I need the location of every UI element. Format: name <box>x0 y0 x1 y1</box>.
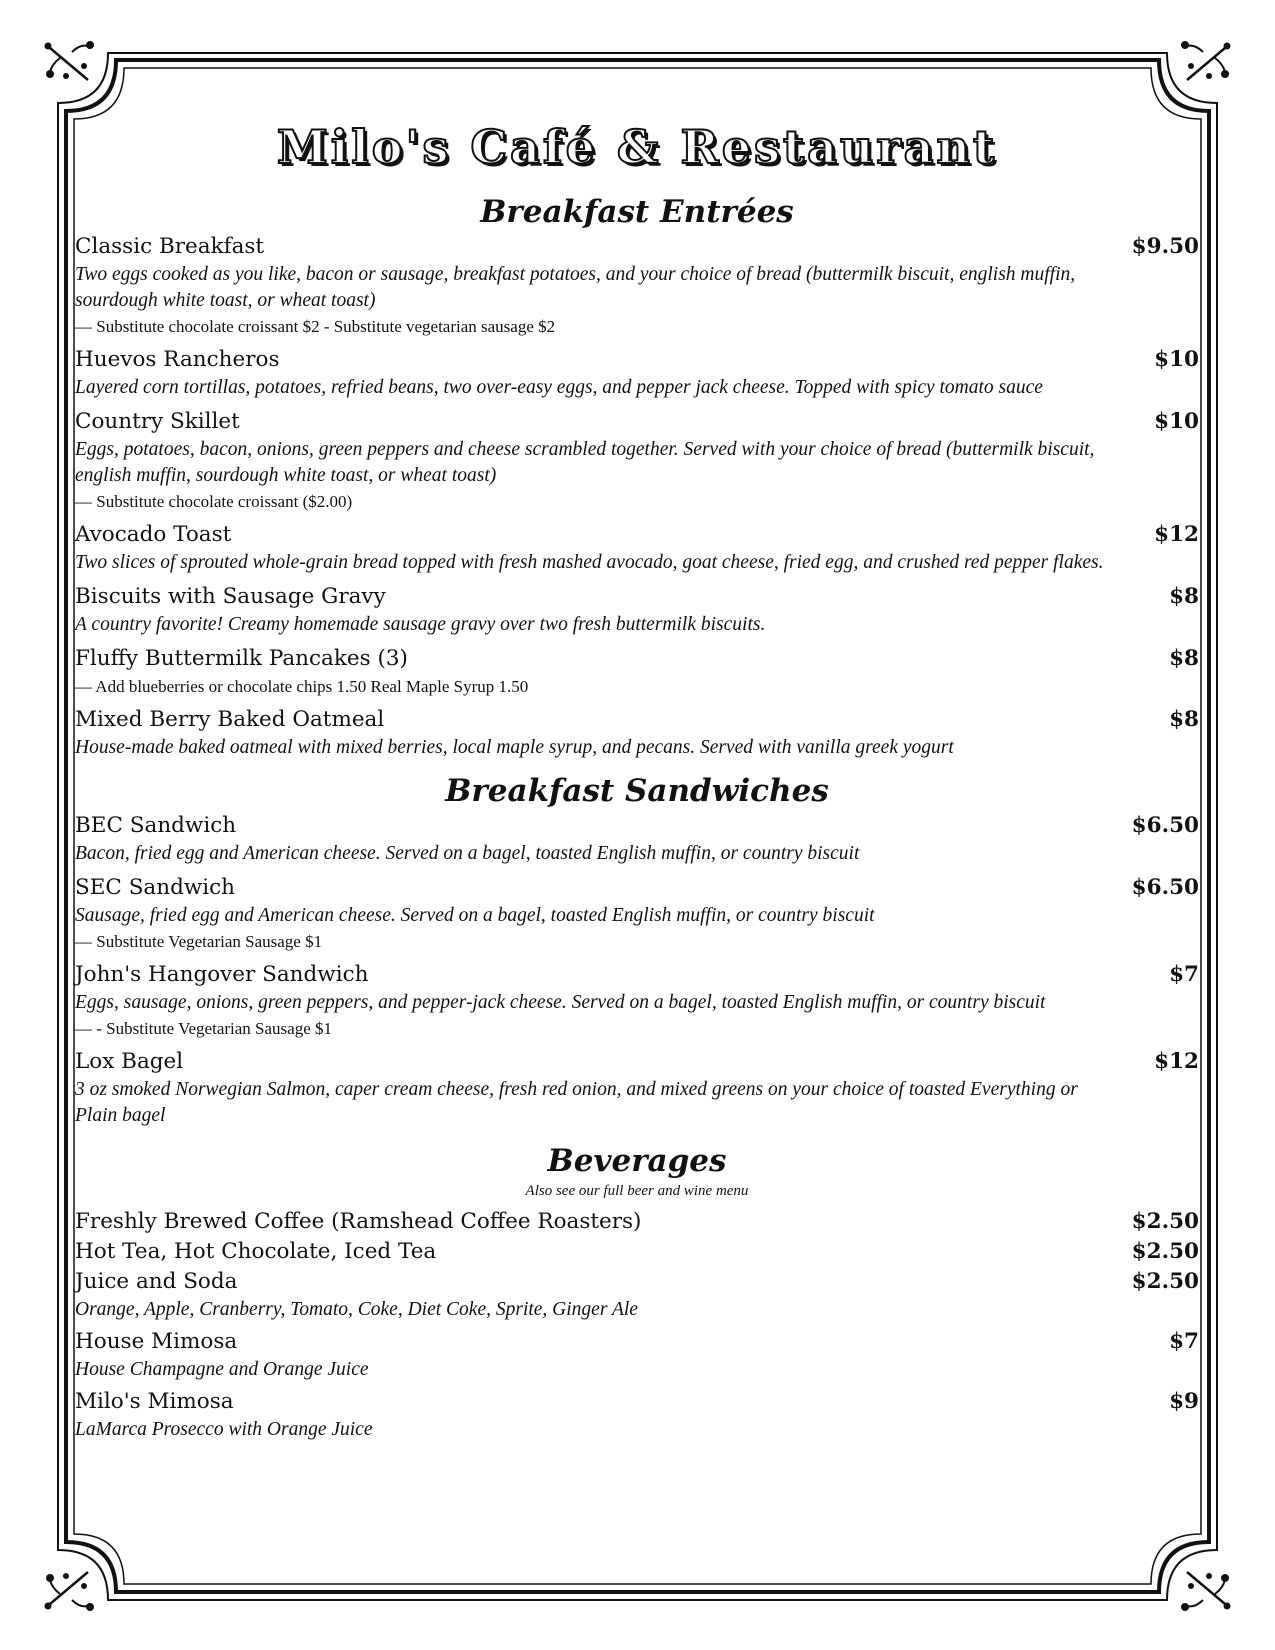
menu-item <box>75 582 1199 638</box>
menu-item <box>75 345 1199 401</box>
item-price: $8 <box>1169 646 1199 671</box>
menu-item <box>75 1237 1199 1267</box>
item-name: Fluffy Buttermilk Pancakes (3) <box>75 646 408 671</box>
floral-sprig-icon <box>45 41 95 80</box>
item-name: BEC Sandwich <box>75 813 237 838</box>
item-note: — Substitute chocolate croissant ($2.00) <box>75 492 353 511</box>
item-description: Two eggs cooked as you like, bacon or sausage, breakfast potatoes, and your choice of bread (buttermilk biscuit, english muffin, sourdough white toast, or wheat toast) <box>75 264 1076 311</box>
item-name: Biscuits with Sausage Gravy <box>75 584 386 609</box>
item-name: Huevos Rancheros <box>75 347 280 372</box>
item-price: $12 <box>1154 522 1199 547</box>
item-description: LaMarca Prosecco with Orange Juice <box>75 1419 373 1440</box>
item-description: Eggs, sausage, onions, green peppers, and pepper-jack cheese. Served on a bagel, toasted English muffin, or country biscuit <box>75 992 1046 1013</box>
item-description: Eggs, potatoes, bacon, onions, green peppers and cheese scrambled together. Served with your choice of bread (buttermilk biscuit, english muffin, sourdough white toast, or wheat toast) <box>75 439 1095 486</box>
section-title: Breakfast Entrées <box>480 194 794 230</box>
item-description: Two slices of sprouted whole-grain bread topped with fresh mashed avocado, goat cheese, fried egg, and crushed red pepper flakes. <box>75 552 1104 573</box>
item-note: — Add blueberries or chocolate chips 1.50 Real Maple Syrup 1.50 <box>75 677 529 696</box>
floral-sprig-icon <box>45 1572 95 1611</box>
item-name: Mixed Berry Baked Oatmeal <box>75 707 385 732</box>
restaurant-title: Milo's Café & Restaurant <box>276 120 998 174</box>
menu-item <box>75 1267 1199 1323</box>
item-name: SEC Sandwich <box>75 875 236 900</box>
menu-item <box>75 1207 1199 1237</box>
menu-item <box>75 520 1199 576</box>
item-price: $7 <box>1169 1329 1199 1354</box>
item-description: House-made baked oatmeal with mixed berries, local maple syrup, and pecans. Served with vanilla greek yogurt <box>75 737 954 758</box>
item-note: — Substitute Vegetarian Sausage $1 <box>75 932 323 951</box>
section-breakfast-entrees <box>75 192 1199 761</box>
menu-item <box>75 873 1199 954</box>
item-name: Milo's Mimosa <box>75 1389 234 1414</box>
section-title: Breakfast Sandwiches <box>445 773 829 809</box>
floral-sprig-icon <box>1181 41 1231 80</box>
item-price: $2.50 <box>1131 1239 1199 1264</box>
item-description: Orange, Apple, Cranberry, Tomato, Coke, Diet Coke, Sprite, Ginger Ale <box>75 1299 638 1320</box>
item-price: $6.50 <box>1131 813 1199 838</box>
section-title: Beverages <box>547 1143 727 1179</box>
menu-item <box>75 407 1199 514</box>
item-price: $2.50 <box>1131 1209 1199 1234</box>
menu-item <box>75 1327 1199 1383</box>
item-price: $9.50 <box>1131 234 1199 259</box>
item-name: Country Skillet <box>75 409 240 434</box>
item-description: House Champagne and Orange Juice <box>75 1359 369 1380</box>
menu-item <box>75 1387 1199 1443</box>
item-price: $10 <box>1154 347 1199 372</box>
item-price: $9 <box>1169 1389 1199 1414</box>
menu-item <box>75 705 1199 761</box>
item-price: $8 <box>1169 584 1199 609</box>
item-description: Layered corn tortillas, potatoes, refried beans, two over-easy eggs, and pepper jack cheese. Topped with spicy tomato sauce <box>75 377 1043 398</box>
item-note: — Substitute chocolate croissant $2 - Substitute vegetarian sausage $2 <box>75 317 556 336</box>
menu-item <box>75 1047 1199 1129</box>
item-name: Lox Bagel <box>75 1049 184 1074</box>
item-name: Classic Breakfast <box>75 234 265 259</box>
item-price: $6.50 <box>1131 875 1199 900</box>
floral-sprig-icon <box>1181 1572 1231 1611</box>
item-price: $2.50 <box>1131 1269 1199 1294</box>
item-price: $10 <box>1154 409 1199 434</box>
item-name: Juice and Soda <box>75 1269 238 1294</box>
item-description: Bacon, fried egg and American cheese. Served on a bagel, toasted English muffin, or country biscuit <box>75 843 860 864</box>
item-name: Freshly Brewed Coffee (Ramshead Coffee Roasters) <box>75 1209 642 1234</box>
item-price: $8 <box>1169 707 1199 732</box>
item-name: John's Hangover Sandwich <box>75 962 369 987</box>
item-note: — - Substitute Vegetarian Sausage $1 <box>75 1019 333 1038</box>
section-subtitle: Also see our full beer and wine menu <box>525 1183 749 1199</box>
item-description: 3 oz smoked Norwegian Salmon, caper cream cheese, fresh red onion, and mixed greens on your choice of toasted Everything or Plain bagel <box>75 1079 1078 1126</box>
item-name: Avocado Toast <box>75 522 232 547</box>
item-price: $7 <box>1169 962 1199 987</box>
section-beverages <box>75 1141 1199 1443</box>
item-name: House Mimosa <box>75 1329 238 1354</box>
menu-item <box>75 811 1199 867</box>
item-description: Sausage, fried egg and American cheese. Served on a bagel, toasted English muffin, or country biscuit <box>75 905 875 926</box>
menu-item <box>75 960 1199 1041</box>
item-price: $12 <box>1154 1049 1199 1074</box>
menu-content <box>75 118 1199 1447</box>
section-breakfast-sandwiches <box>75 771 1199 1129</box>
item-description: A country favorite! Creamy homemade sausage gravy over two fresh buttermilk biscuits. <box>75 614 766 635</box>
menu-item <box>75 644 1199 699</box>
item-name: Hot Tea, Hot Chocolate, Iced Tea <box>75 1239 437 1264</box>
menu-item <box>75 232 1199 339</box>
